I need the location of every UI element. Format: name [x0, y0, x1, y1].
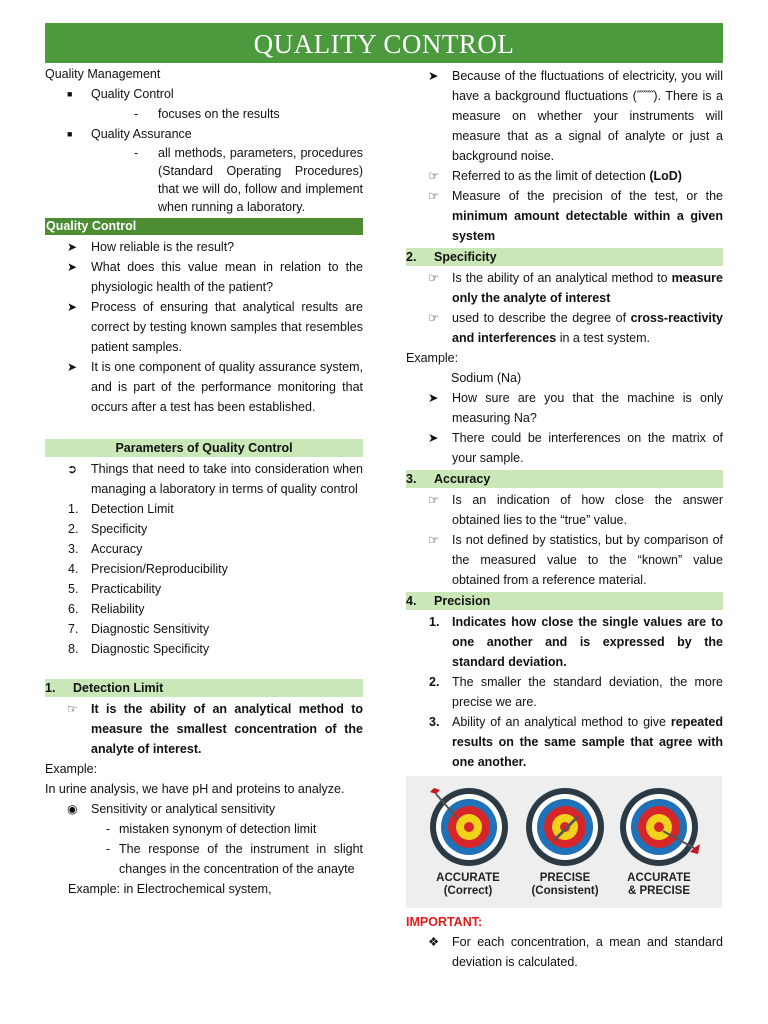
sens-dash: - The response of the instrument in slight changes in the concentration of the anayte [106, 842, 363, 876]
params-list-item: 5. Practicability [68, 582, 162, 596]
urine-text: In urine analysis, we have pH and proteins to analyze. [45, 782, 345, 796]
page-title: QUALITY CONTROL [45, 23, 723, 63]
arrowhead-icon: ➤ [428, 391, 439, 405]
params-list-item: 2. Specificity [68, 522, 148, 536]
prec-point: 1. Indicates how close the single values are to one another and is expressed by the standard deviation. [429, 615, 723, 669]
na-point: ➤ There could be interferences on the matrix of your sample. [406, 428, 723, 468]
caption-accurate-precise: ACCURATE & PRECISE [627, 872, 691, 897]
spec-section-header: 2. Specificity [406, 248, 723, 266]
spec-point: ☞ Is the ability of an analytical method to measure only the analyte of interest [406, 268, 723, 308]
lod-point: ☞ Referred to as the limit of detection (LoD) [406, 166, 723, 186]
dart-icon [430, 788, 440, 794]
arrowhead-icon: ➤ [67, 300, 78, 314]
hand-pointer-icon: ☞ [67, 702, 78, 716]
acc-point: ☞ Is not defined by statistics, but by comparison of the measured value to the “known” value obtained from a reference material. [406, 530, 723, 590]
precision-point: ☞ Measure of the precision of the test, or the minimum amount detectable within a given system [406, 186, 723, 246]
dl-section-header: 1. Detection Limit [45, 679, 363, 697]
acc-section-header: 3. Accuracy [406, 470, 723, 488]
hand-pointer-icon: ☞ [428, 493, 440, 507]
square-bullet-icon: ■ [67, 129, 73, 139]
caption-precise: PRECISE (Consistent) [531, 872, 599, 897]
params-list-item: 8. Diagnostic Specificity [68, 642, 210, 656]
arrowhead-icon: ➤ [67, 360, 78, 374]
prec-section-header: 4. Precision [406, 592, 723, 610]
hand-pointer-icon: ☞ [428, 311, 440, 325]
hand-pointer-icon: ☞ [428, 533, 440, 547]
dl-point: ☞ It is the ability of an analytical method to measure the smallest concentration of the analyte of interest. [45, 699, 363, 759]
params-list-item: 6. Reliability [68, 602, 145, 616]
hand-pointer-icon: ☞ [428, 169, 440, 183]
circle-arrow-icon: ➲ [67, 462, 78, 476]
qc-point: ➤ Process of ensuring that analytical results are correct by testing known samples that resembles patient samples. [45, 297, 363, 357]
hand-pointer-icon: ☞ [428, 271, 440, 285]
radio-bullet-icon: ◉ [67, 802, 78, 816]
arrowhead-icon: ➤ [67, 240, 78, 254]
acc-point: ☞ Is an indication of how close the answer obtained lies to the “true” value. [406, 490, 723, 530]
square-bullet-icon: ■ [67, 89, 73, 99]
qc-point: ➤ What does this value mean in relation to the physiologic health of the patient? [45, 257, 363, 297]
target-icon [428, 786, 510, 868]
qc-item: ■ Quality Control [45, 84, 363, 104]
qc-point: ➤ It is one component of quality assurance system, and is part of the performance monitoring that occurs after a test has been established. [45, 357, 363, 417]
params-list-item: 3. Accuracy [68, 542, 143, 556]
qa-dash: - all methods, parameters, procedures (Standard Operating Procedures) that we will do, follow and implement when running a laboratory. [134, 146, 363, 214]
na-point: ➤ How sure are you that the machine is only measuring Na? [406, 388, 723, 428]
right-column [406, 66, 723, 972]
diamond-bullet-icon: ❖ [428, 935, 440, 949]
target-icon [618, 786, 700, 868]
qc-section-header: Quality Control [45, 218, 363, 235]
prec-point: 3. Ability of an analytical method to give repeated results on the same sample that agree with one another. [429, 715, 723, 769]
sens-bullet: ◉ Sensitivity or analytical sensitivity [45, 799, 363, 819]
targets-image [406, 776, 722, 908]
qa-item: ■ Quality Assurance [45, 124, 363, 144]
example-label: Example: [45, 762, 98, 776]
params-section-header: Parameters of Quality Control [45, 439, 363, 457]
arrowhead-icon: ➤ [428, 69, 439, 83]
left-column [45, 66, 363, 899]
sens-dash: - mistaken synonym of detection limit [106, 822, 317, 836]
sodium: Sodium (Na) [451, 371, 522, 385]
params-list-item: 7. Diagnostic Sensitivity [68, 622, 210, 636]
spec-point: ☞ used to describe the degree of cross-reactivity and interferences in a test system. [406, 308, 723, 348]
params-list [45, 499, 363, 659]
example-label: Example: [406, 351, 459, 365]
fluct-point: ➤ Because of the fluctuations of electricity, you will have a background fluctuations (˝˝˝˝). There is a measure on whether your instruments will measure that as a signal of analyte or just a background noise. [406, 66, 723, 166]
important-label: IMPORTANT: [406, 915, 483, 929]
params-list-item: 1. Detection Limit [68, 502, 174, 516]
qm-heading: Quality Management [45, 67, 161, 81]
arrowhead-icon: ➤ [428, 431, 439, 445]
hand-pointer-icon: ☞ [428, 189, 440, 203]
params-list-item: 4. Precision/Reproducibility [68, 562, 228, 576]
electro-example: Example: in Electrochemical system, [68, 882, 272, 896]
important-point: ❖ For each concentration, a mean and standard deviation is calculated. [406, 932, 723, 972]
caption-accurate: ACCURATE (Correct) [436, 872, 500, 897]
params-intro: ➲ Things that need to take into consideration when managing a laboratory in terms of quality control [45, 459, 363, 499]
arrowhead-icon: ➤ [67, 260, 78, 274]
target-icon [524, 786, 606, 868]
prec-point: 2. The smaller the standard deviation, the more precise we are. [429, 675, 723, 709]
qc-dash: - focuses on the results [134, 107, 280, 121]
qc-point: ➤ How reliable is the result? [45, 237, 363, 257]
